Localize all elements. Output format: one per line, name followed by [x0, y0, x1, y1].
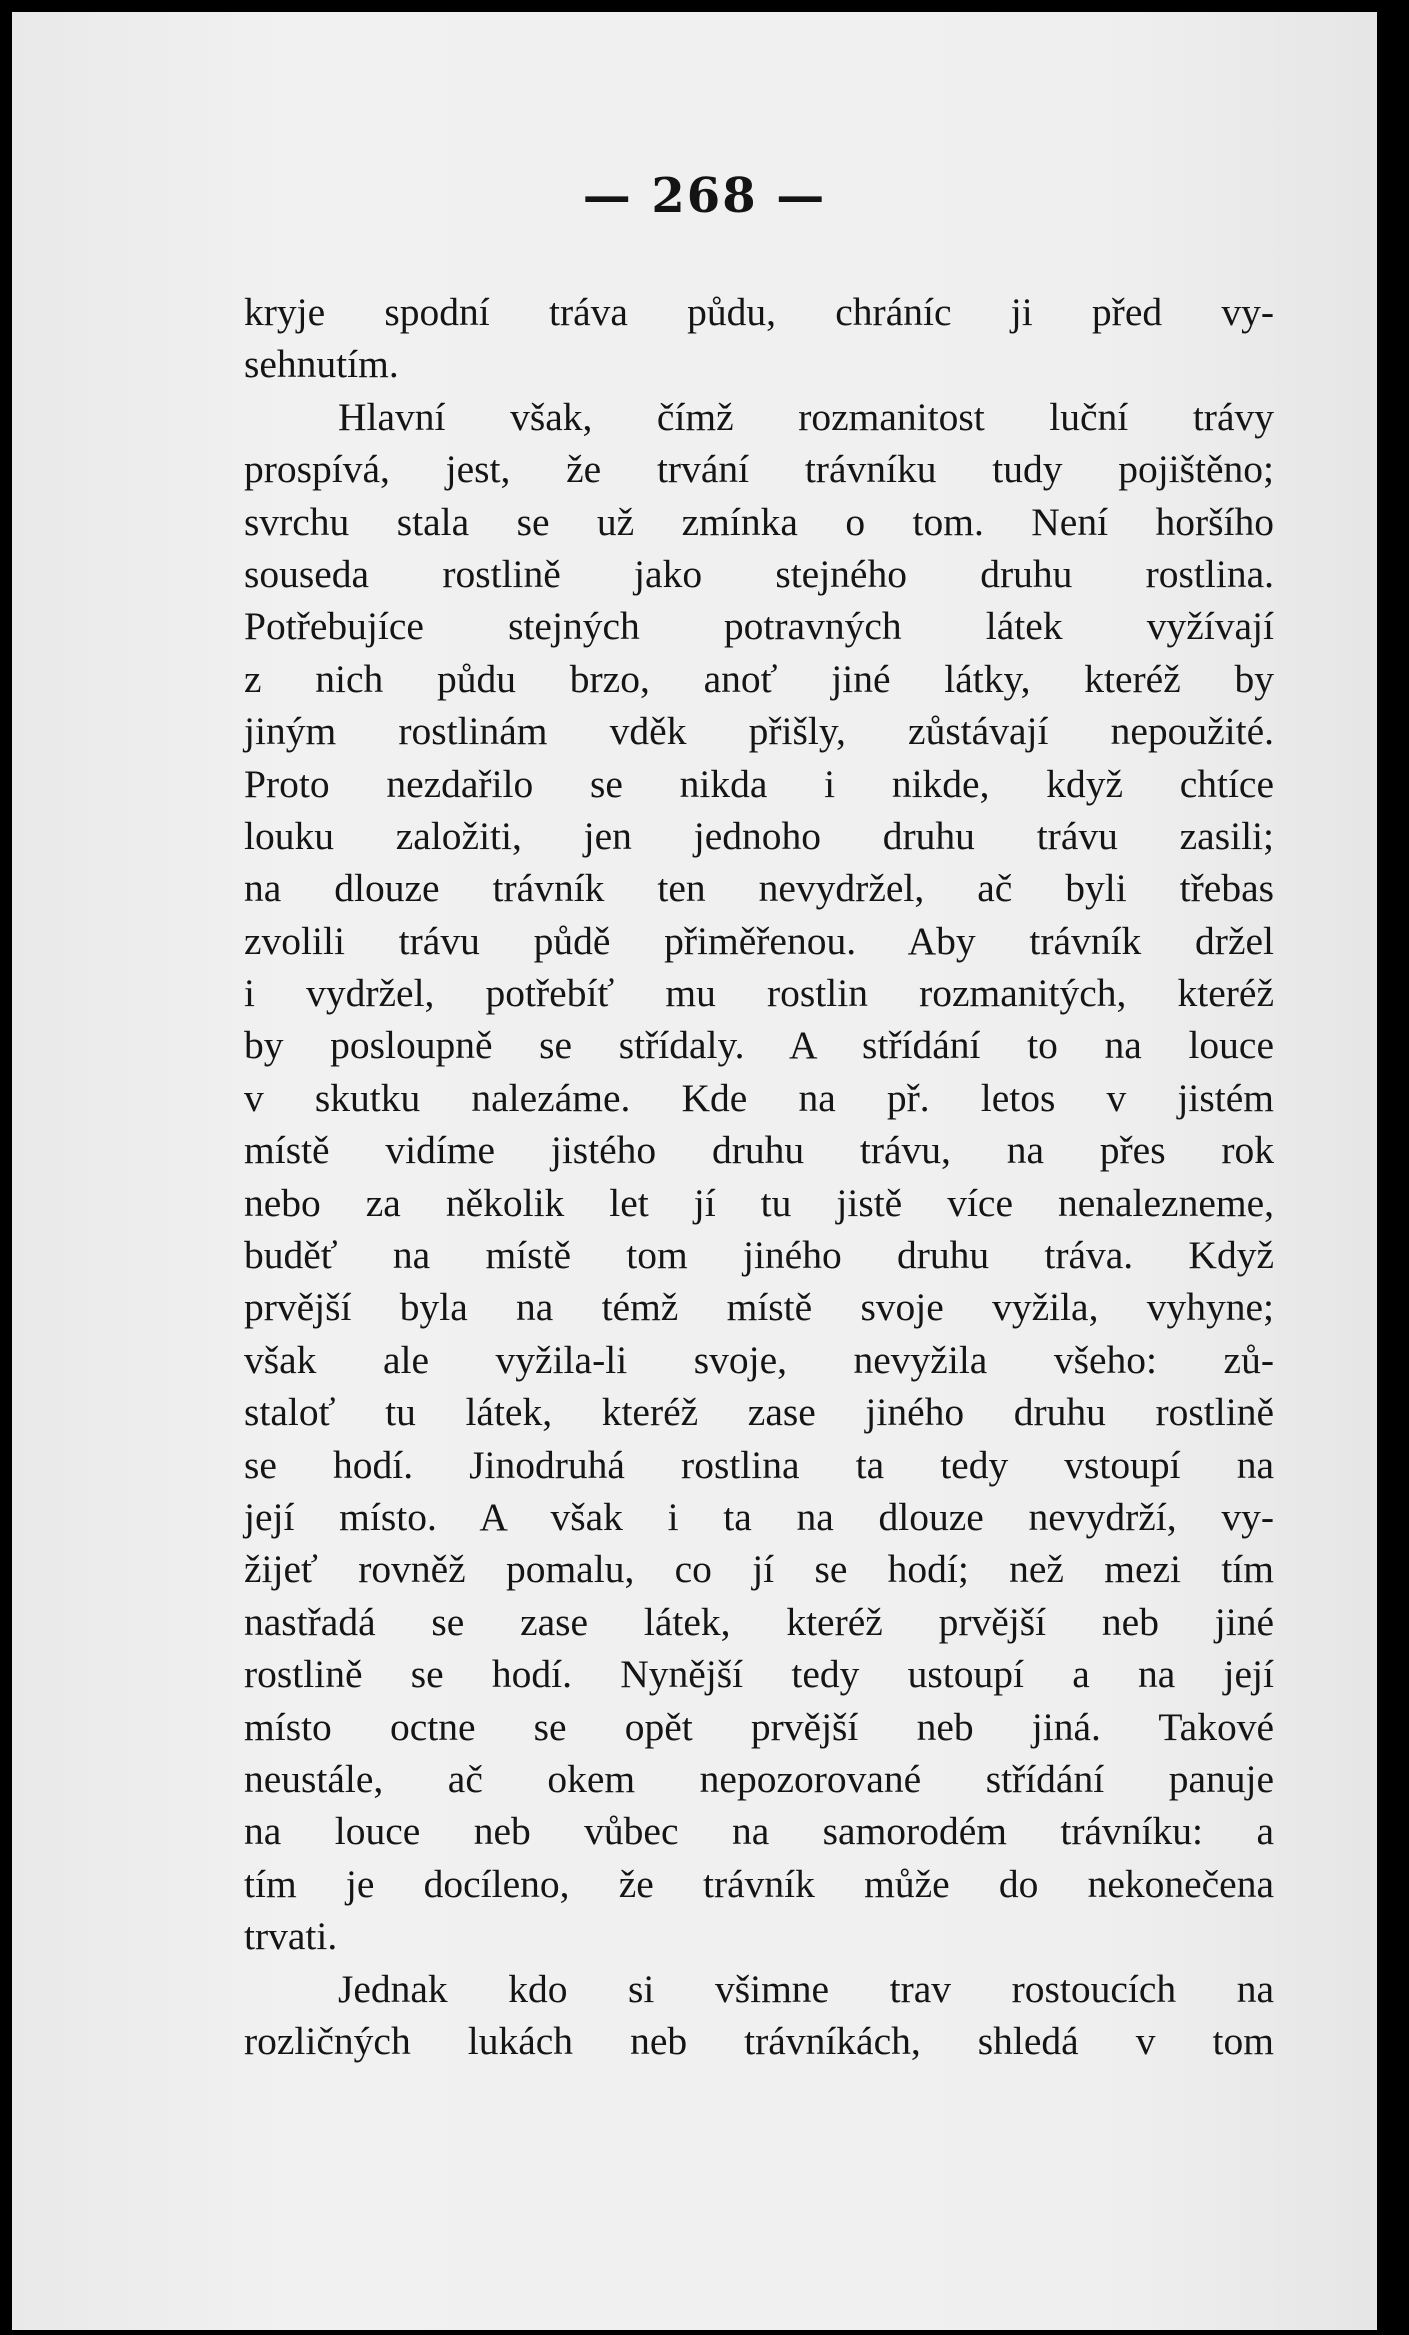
text-line: souseda rostlině jako stejného druhu rostlina.: [244, 551, 1274, 596]
text-line: kryje spodní tráva půdu, chráníc ji před vy-: [244, 290, 1274, 334]
text-line: nebo za několik let jí tu jistě více nenalezneme,: [244, 1180, 1274, 1225]
text-line: Potřebujíce stejných potravných látek vyžívají: [244, 604, 1274, 649]
text-line: rozličných lukách neb trávníkách, shledá v tom: [244, 2018, 1274, 2063]
text-line: z nich půdu brzo, anoť jiné látky, kteréž by: [244, 656, 1274, 701]
text-line: sehnutím.: [244, 342, 399, 387]
text-line: tím je docíleno, že trávník může do nekonečena: [244, 1861, 1274, 1906]
text-line: na louce neb vůbec na samorodém trávníku: a: [244, 1809, 1274, 1854]
text-line: její místo. A však i ta na dlouze nevydrží, vy-: [244, 1494, 1274, 1539]
text-line: Hlavní však, čímž rozmanitost luční trávy: [338, 394, 1274, 439]
text-line: místo octne se opět prvější neb jiná. Takové: [244, 1704, 1274, 1749]
page-edge-shadow: [1377, 0, 1409, 2335]
text-line: žijeť rovněž pomalu, co jí se hodí; než mezi tím: [244, 1547, 1274, 1592]
body-text: [244, 286, 1274, 2067]
page-number: — 268 —: [582, 168, 827, 224]
text-line: buděť na místě tom jiného druhu tráva. Když: [244, 1233, 1274, 1278]
text-line: na dlouze trávník ten nevydržel, ač byli třebas: [244, 866, 1274, 911]
text-line: prospívá, jest, že trvání trávníku tudy pojištěno;: [244, 447, 1274, 492]
text-line: místě vidíme jistého druhu trávu, na přes rok: [244, 1128, 1274, 1173]
text-line: trvati.: [244, 1914, 338, 1959]
text-line: Proto nezdařilo se nikda i nikde, když chtíce: [244, 761, 1274, 806]
text-line: i vydržel, potřebíť mu rostlin rozmanitých, kteréž: [244, 971, 1274, 1016]
text-line: nastřadá se zase látek, kteréž prvější neb jiné: [244, 1599, 1274, 1644]
text-line: Jednak kdo si všimne trav rostoucích na: [338, 1966, 1274, 2011]
text-line: rostlině se hodí. Nynější tedy ustoupí a na její: [244, 1652, 1274, 1697]
text-line: staloť tu látek, kteréž zase jiného druhu rostlině: [244, 1390, 1274, 1435]
text-line: louku založiti, jen jednoho druhu trávu zasili;: [244, 813, 1274, 858]
text-line: jiným rostlinám vděk přišly, zůstávají nepoužité.: [244, 709, 1274, 754]
text-line: neustále, ač okem nepozorované střídání panuje: [244, 1756, 1274, 1801]
text-line: svrchu stala se už zmínka o tom. Není horšího: [244, 499, 1274, 544]
text-line: se hodí. Jinodruhá rostlina ta tedy vstoupí na: [244, 1442, 1274, 1487]
text-line: v skutku nalezáme. Kde na př. letos v jistém: [244, 1075, 1274, 1120]
text-line: prvější byla na témž místě svoje vyžila, vyhyne;: [244, 1285, 1274, 1330]
text-line: však ale vyžila-li svoje, nevyžila všeho: zů-: [244, 1337, 1274, 1382]
text-line: zvolili trávu půdě přiměřenou. Aby trávník držel: [244, 918, 1274, 963]
text-line: by posloupně se střídaly. A střídání to na louce: [244, 1023, 1274, 1068]
